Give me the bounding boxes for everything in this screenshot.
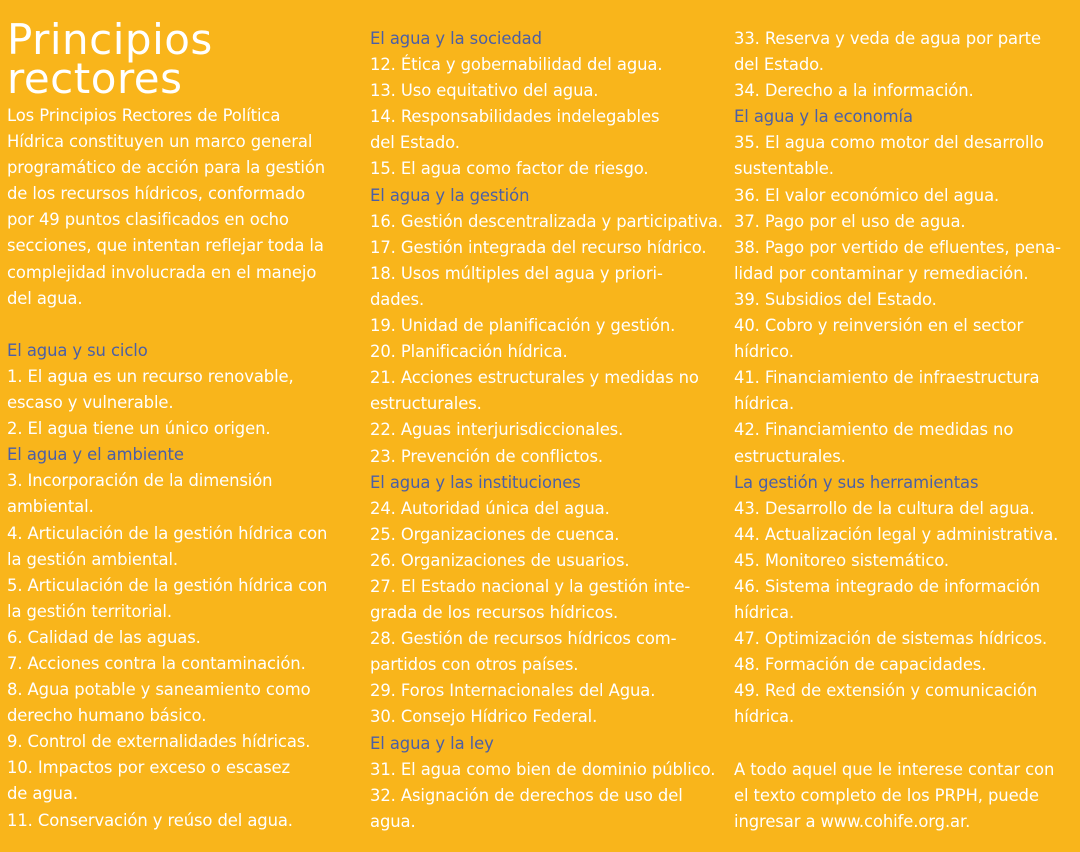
principle-line: agua. — [370, 811, 416, 831]
intro-line: por 49 puntos clasificados en ocho — [7, 210, 289, 230]
principle-line: 16. Gestión descentralizada y participativa. — [370, 211, 723, 231]
principle-line: 13. Uso equitativo del agua. — [370, 81, 599, 101]
principle-line: hídrico. — [734, 342, 794, 362]
principle-line: 7. Acciones contra la contaminación. — [7, 653, 306, 673]
section-heading: El agua y las instituciones — [370, 472, 581, 492]
principle-line: grada de los recursos hídricos. — [370, 603, 619, 623]
column-2 — [370, 0, 725, 835]
section-heading: El agua y su ciclo — [7, 340, 148, 360]
section-heading: La gestión y sus herramientas — [734, 472, 979, 492]
principle-line: 5. Articulación de la gestión hídrica con — [7, 575, 328, 595]
principle-line: 26. Organizaciones de usuarios. — [370, 550, 630, 570]
principle-line: hídrica. — [734, 603, 795, 623]
principle-line: 18. Usos múltiples del agua y priori- — [370, 263, 663, 283]
intro-line: Los Principios Rectores de Política — [7, 106, 281, 125]
principle-line: 35. El agua como motor del desarrollo — [734, 133, 1044, 153]
principle-line: hídrica. — [734, 394, 795, 414]
principle-line: 34. Derecho a la información. — [734, 81, 974, 101]
column-3 — [734, 0, 1074, 835]
principle-line: hídrica. — [734, 707, 795, 727]
principle-line: la gestión territorial. — [7, 601, 172, 621]
principle-line: 47. Optimización de sistemas hídricos. — [734, 629, 1048, 649]
principle-line: 20. Planificación hídrica. — [370, 342, 568, 362]
section-heading: El agua y el ambiente — [7, 445, 184, 465]
principle-line: 17. Gestión integrada del recurso hídrico. — [370, 237, 707, 257]
intro-paragraph — [7, 103, 352, 312]
section-heading: El agua y la economía — [734, 107, 913, 127]
principle-line: 49. Red de extensión y comunicación — [734, 681, 1038, 701]
principle-line: 28. Gestión de recursos hídricos com- — [370, 629, 677, 649]
principles-list-1 — [7, 338, 352, 834]
principles-list-2 — [370, 26, 725, 835]
intro-line: de los recursos hídricos, conformado — [7, 184, 306, 204]
principle-line: 39. Subsidios del Estado. — [734, 289, 937, 309]
section-heading: El agua y la gestión — [370, 185, 530, 205]
principle-line: estructurales. — [734, 446, 846, 466]
intro-line: Hídrica constituyen un marco general — [7, 132, 313, 152]
principle-line: 27. El Estado nacional y la gestión inte- — [370, 576, 691, 596]
principle-line: 23. Prevención de conflictos. — [370, 446, 604, 466]
principle-line: escaso y vulnerable. — [7, 393, 174, 413]
spacer — [7, 312, 352, 338]
principle-line: 41. Financiamiento de infraestructura — [734, 368, 1040, 388]
principle-line: 21. Acciones estructurales y medidas no — [370, 368, 699, 388]
column-1 — [7, 0, 352, 834]
principle-line: 43. Desarrollo de la cultura del agua. — [734, 498, 1035, 518]
intro-line: secciones, que intentan reflejar toda la — [7, 236, 324, 256]
principle-line: dades. — [370, 289, 425, 309]
closing-note — [734, 757, 1074, 835]
principle-line: 4. Articulación de la gestión hídrica con — [7, 523, 328, 543]
principle-line: 19. Unidad de planificación y gestión. — [370, 316, 676, 336]
principle-line: 1. El agua es un recurso renovable, — [7, 366, 294, 386]
closing-line: ingresar a www.cohife.org.ar. — [734, 811, 971, 831]
principle-line: lidad por contaminar y remediación. — [734, 263, 1029, 283]
principle-line: partidos con otros países. — [370, 655, 579, 675]
closing-line: A todo aquel que le interese contar con — [734, 759, 1055, 779]
principle-line: 29. Foros Internacionales del Agua. — [370, 681, 656, 701]
principle-line: la gestión ambiental. — [7, 549, 179, 569]
section-heading: El agua y la ley — [370, 733, 494, 753]
principle-line: 6. Calidad de las aguas. — [7, 627, 201, 647]
principle-line: 46. Sistema integrado de información — [734, 576, 1041, 596]
intro-line: programático de acción para la gestión — [7, 158, 326, 178]
principle-line: 10. Impactos por exceso o escasez — [7, 758, 291, 778]
principle-line: 42. Financiamiento de medidas no — [734, 420, 1014, 440]
principle-line: 24. Autoridad única del agua. — [370, 498, 610, 518]
principle-line: de agua. — [7, 784, 78, 804]
principle-line: derecho humano básico. — [7, 706, 207, 726]
principle-line: 40. Cobro y reinversión en el sector — [734, 316, 1024, 336]
principle-line: 45. Monitoreo sistemático. — [734, 550, 950, 570]
principle-line: 44. Actualización legal y administrativa. — [734, 524, 1059, 544]
principle-line: del Estado. — [734, 55, 824, 75]
principle-line: 14. Responsabilidades indelegables — [370, 107, 660, 127]
principle-line: 12. Ética y gobernabilidad del agua. — [370, 55, 663, 75]
principle-line: 2. El agua tiene un único origen. — [7, 419, 271, 439]
principle-line: estructurales. — [370, 394, 482, 414]
closing-line: el texto completo de los PRPH, puede — [734, 785, 1039, 805]
intro-line: del agua. — [7, 288, 83, 308]
principle-line: 32. Asignación de derechos de uso del — [370, 785, 683, 805]
principle-line: 48. Formación de capacidades. — [734, 655, 987, 675]
principle-line: 38. Pago por vertido de efluentes, pena- — [734, 237, 1061, 257]
page-title-line-2: rectores — [7, 54, 183, 103]
principle-line: 22. Aguas interjurisdiccionales. — [370, 420, 624, 440]
principle-line: 15. El agua como factor de riesgo. — [370, 159, 649, 179]
principle-line: 11. Conservación y reúso del agua. — [7, 810, 293, 830]
principle-line: 37. Pago por el uso de agua. — [734, 211, 966, 231]
principle-line: del Estado. — [370, 133, 460, 153]
page-title-line-1: Principios — [7, 15, 213, 64]
section-heading: El agua y la sociedad — [370, 29, 542, 48]
principle-line: 31. El agua como bien de dominio público. — [370, 759, 716, 779]
principle-line: 36. El valor económico del agua. — [734, 185, 1000, 205]
principle-line: 33. Reserva y veda de agua por parte — [734, 29, 1041, 48]
principles-list-3 — [734, 26, 1074, 731]
principle-line: 9. Control de externalidades hídricas. — [7, 732, 311, 752]
title-block — [7, 0, 352, 103]
principle-line: sustentable. — [734, 159, 834, 179]
principle-line: 3. Incorporación de la dimensión — [7, 471, 273, 491]
principle-line: 30. Consejo Hídrico Federal. — [370, 707, 598, 727]
principle-line: 8. Agua potable y saneamiento como — [7, 680, 311, 700]
principle-line: 25. Organizaciones de cuenca. — [370, 524, 620, 544]
principle-line: ambiental. — [7, 497, 94, 517]
intro-line: complejidad involucrada en el manejo — [7, 262, 317, 282]
spacer — [734, 731, 1074, 757]
